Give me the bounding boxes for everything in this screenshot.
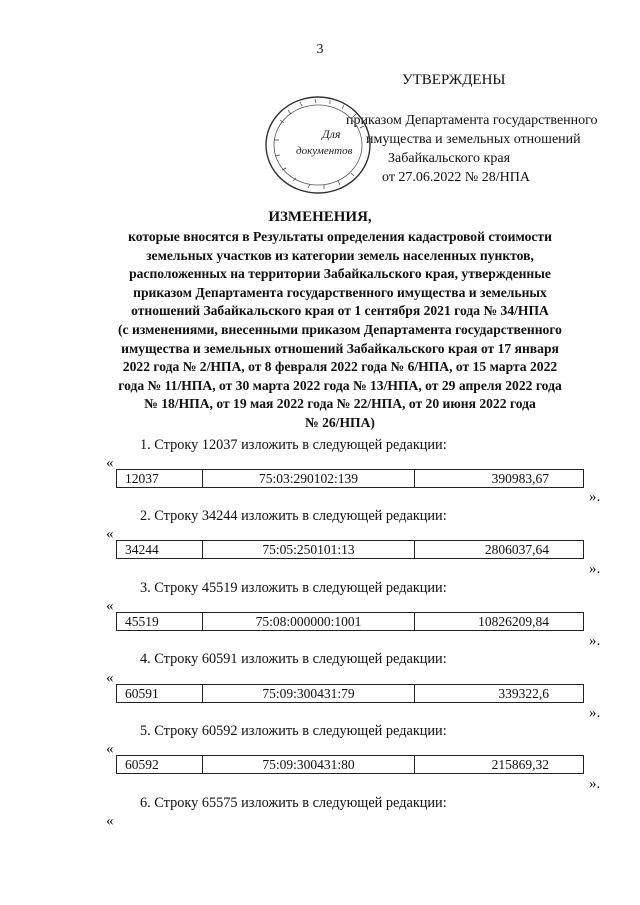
- amendment-item-text: 4. Строку 60591 изложить в следующей редакции:: [140, 651, 447, 667]
- approval-line: Забайкальского края: [388, 151, 511, 166]
- subtitle-line: земельных участков из категории земель населенных пунктов,: [146, 247, 534, 263]
- amendment-row-table: [116, 612, 584, 631]
- cadastral-value-cell: 10826209,84: [478, 614, 549, 629]
- subtitle-line: расположенных на территории Забайкальского края, утвержденные: [129, 266, 551, 282]
- subtitle-line: которые вносятся в Результаты определения кадастровой стоимости: [128, 229, 552, 244]
- quote-open: «: [106, 741, 114, 757]
- quote-close: ».: [589, 561, 601, 577]
- amendment-row-table: [116, 469, 584, 488]
- cadastral-value-cell: 339322,6: [498, 686, 549, 701]
- seal-stamp: [260, 90, 380, 200]
- quote-open: «: [106, 455, 114, 471]
- svg-text:документов: документов: [296, 145, 353, 157]
- approval-block: [346, 111, 598, 187]
- amendment-row-table: [116, 684, 584, 703]
- amendment-item-text: 6. Строку 65575 изложить в следующей редакции:: [140, 795, 447, 811]
- quote-open: «: [106, 598, 114, 614]
- quote-close: ».: [589, 489, 601, 505]
- subtitle-line: имущества и земельных отношений Забайкальского края от 17 января: [121, 340, 559, 356]
- cadastral-value-cell: 390983,67: [491, 471, 549, 486]
- cadastral-number-cell: 75:09:300431:79: [203, 685, 415, 702]
- approval-line: от 27.06.2022 № 28/НПА: [382, 170, 531, 185]
- row-number-cell: 60591: [117, 685, 203, 702]
- svg-text:Для: Для: [322, 127, 341, 141]
- subtitle-line: отношений Забайкальского края от 1 сентября 2021 года № 34/НПА: [131, 303, 549, 319]
- amendment-row-table: [116, 755, 584, 774]
- cadastral-value-cell: 2806037,64: [484, 542, 549, 557]
- row-number-cell: 12037: [117, 470, 203, 487]
- subtitle-line: года № 11/НПА, от 30 марта 2022 года № 13/НПА, от 29 апреля 2022 года: [118, 377, 562, 393]
- cadastral-number-cell: 75:03:290102:139: [203, 470, 415, 487]
- document-subtitle: [70, 228, 610, 433]
- amendment-item-text: 2. Строку 34244 изложить в следующей редакции:: [140, 508, 447, 524]
- quote-open: «: [106, 670, 114, 686]
- approval-line: приказом Департамента государственного: [346, 113, 598, 128]
- subtitle-line: приказом Департамента государственного имущества и земельных: [133, 284, 547, 300]
- page-number: 3: [316, 42, 324, 57]
- quote-close: ».: [589, 705, 601, 721]
- approval-title: УТВЕРЖДЕНЫ: [402, 72, 506, 88]
- quote-close: ».: [589, 776, 601, 792]
- row-number-cell: 45519: [117, 613, 203, 630]
- subtitle-line: (с изменениями, внесенными приказом Департамента государственного: [118, 321, 562, 337]
- amendment-row-table: [116, 540, 584, 559]
- subtitle-line: № 18/НПА, от 19 мая 2022 года № 22/НПА, от 20 июня 2022 года: [144, 396, 536, 412]
- document-heading: ИЗМЕНЕНИЯ,: [268, 209, 372, 225]
- subtitle-line: № 26/НПА): [305, 414, 375, 430]
- amendment-item-text: 3. Строку 45519 изложить в следующей редакции:: [140, 580, 447, 596]
- amendment-item-text: 5. Строку 60592 изложить в следующей редакции:: [140, 723, 447, 739]
- cadastral-number-cell: 75:08:000000:1001: [203, 613, 415, 630]
- row-number-cell: 34244: [117, 541, 203, 558]
- row-number-cell: 60592: [117, 756, 203, 773]
- cadastral-value-cell: 215869,32: [491, 757, 549, 772]
- quote-open: «: [106, 526, 114, 542]
- cadastral-number-cell: 75:09:300431:80: [203, 756, 415, 773]
- amendment-item-text: 1. Строку 12037 изложить в следующей редакции:: [140, 437, 447, 453]
- quote-close: ».: [589, 633, 601, 649]
- approval-line: имущества и земельных отношений: [366, 132, 581, 147]
- subtitle-line: 2022 года № 2/НПА, от 8 февраля 2022 года № 6/НПА, от 15 марта 2022: [122, 359, 558, 375]
- quote-open: «: [106, 813, 114, 829]
- cadastral-number-cell: 75:05:250101:13: [203, 541, 415, 558]
